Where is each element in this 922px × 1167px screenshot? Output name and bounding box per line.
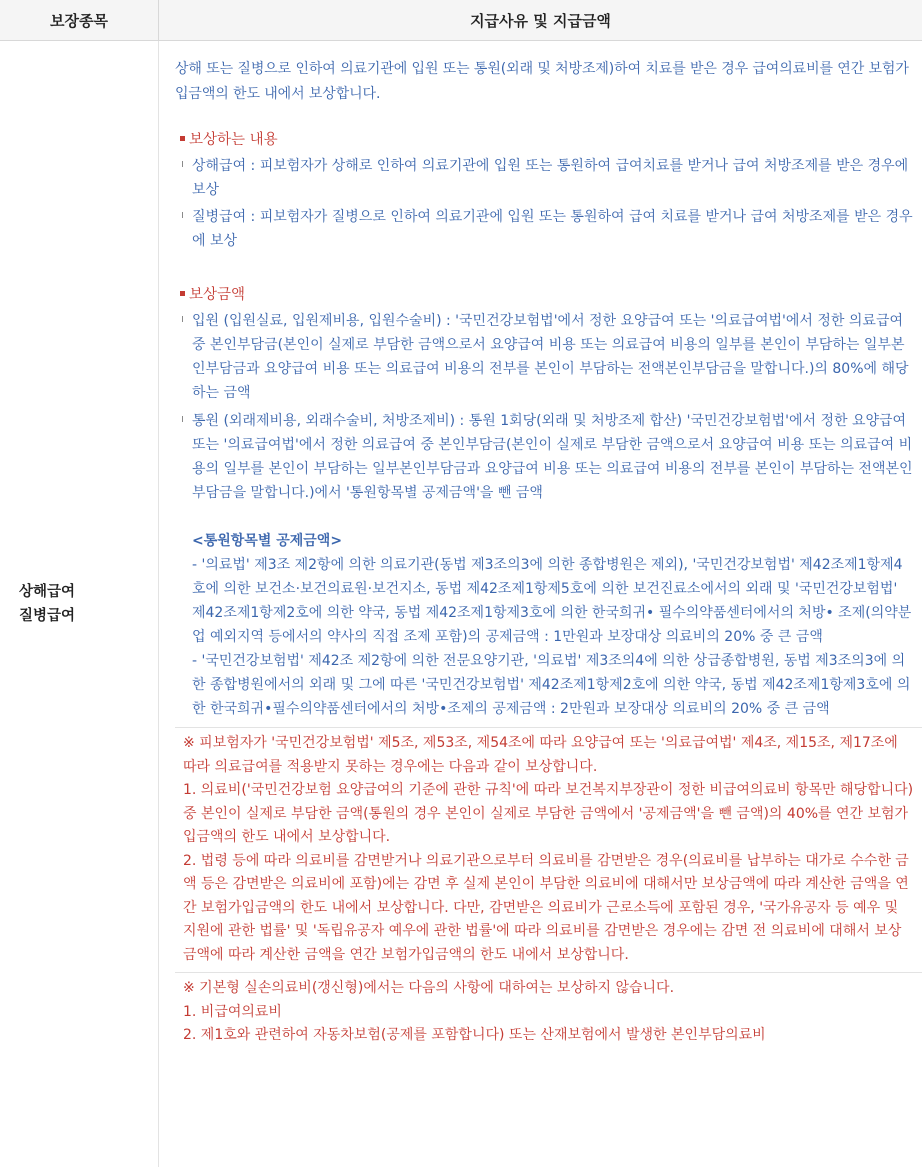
list-item: [175, 154, 914, 202]
tick-icon: [182, 212, 183, 218]
header-coverage-type: 보장종목: [0, 0, 159, 41]
section-title-label: 보상하는 내용: [189, 132, 278, 148]
bullet-square-icon: [180, 136, 185, 141]
list-item: [175, 205, 914, 253]
exclusion-item: 1. 비급여의료비: [175, 1001, 914, 1025]
coverage-type-injury: 상해급여: [19, 580, 158, 604]
list-item-text: 질병급여 : 피보험자가 질병으로 인하여 의료기관에 입원 또는 통원하여 급여 치료를 받거나 급여 처방조제를 받은 경우에 보상: [192, 209, 913, 249]
coverage-type-cell: [0, 41, 159, 1167]
section-title-content: [175, 128, 914, 152]
list-item-text: 상해급여 : 피보험자가 상해로 인하여 의료기관에 입원 또는 통원하여 급여치료를 받거나 급여 처방조제를 받은 경우에 보상: [192, 158, 908, 198]
note-text: 2. 법령 등에 따라 의료비를 감면받거나 의료기관으로부터 의료비를 감면받은 경우(의료비를 납부하는 대가로 수수한 금액 등은 감면받은 의료비에 포함)에는 감면 후 실제 본인이 부담한 의료비에 대해서만 보상금액에 따라 계산한 금액을 연간 보험가입금액의 한도 내에서 보상합니다. 다만, 감면받은 의료비가 근로소득에 포함된 경우, '국가유공자 등 예우 및 지원에 관한 법률' 및 '독립유공자 예우에 관한 법률'에 따라 의료비를 감면받은 경우에는 감면 전 의료비에 대해서 보상금액에 따라 계산한 금액을 연간 보험가입금액의 한도 내에서 보상합니다.: [175, 850, 914, 968]
note-text: ※ 피보험자가 '국민건강보험법' 제5조, 제53조, 제54조에 따라 요양급여 또는 '의료급여법' 제4조, 제15조, 제17조에 따라 의료급여를 적용받지 못하는 경우에는 다음과 같이 보상합니다.: [175, 732, 914, 779]
tick-icon: [182, 161, 183, 167]
intro-text: 상해 또는 질병으로 인하여 의료기관에 입원 또는 통원(외래 및 처방조제)하여 치료를 받은 경우 급여의료비를 연간 보험가입금액의 한도 내에서 보상합니다.: [175, 57, 914, 106]
list-item-text: 입원 (입원실료, 입원제비용, 입원수술비) : '국민건강보험법'에서 정한 요양급여 또는 '의료급여법'에서 정한 의료급여 중 본인부담금(본인이 실제로 부담한 금액으로서 요양급여 비용 또는 의료급여 비용의 일부를 본인이 부담하는 일부본인부담금과 요양급여 비용 또는 의료급여 비용의 전부를 본인이 부담하는 전액본인부담금을 말합니다.)의 80%에 해당하는 금액: [192, 313, 909, 401]
table-header-row: [0, 0, 922, 41]
tick-icon: [182, 416, 183, 422]
section-title-label: 보상금액: [189, 287, 245, 303]
exclusion-item: 2. 제1호와 관련하여 자동차보험(공제를 포함합니다) 또는 산재보험에서 발생한 본인부담의료비: [175, 1024, 914, 1048]
tick-icon: [182, 316, 183, 322]
bullet-square-icon: [180, 291, 185, 296]
deduction-item: - '의료법' 제3조 제2항에 의한 의료기관(동법 제3조의3에 의한 종합병원은 제외), '국민건강보험법' 제42조제1항제4호에 의한 보건소·보건의료원·보건지소, 동법 제42조제1항제5호에 의한 보건진료소에서의 외래 및 '국민건강보험법' 제42조제1항제2호에 의한 약국, 동법 제42조제1항제3호에 의한 한국희귀• 필수의약품센터에서의 처방• 조제(의약분업 예외지역 등에서의 약사의 직접 조제 포함)의 공제금액 : 1만원과 보장대상 의료비의 20% 중 큰 금액: [175, 553, 914, 649]
deduction-title: <통원항목별 공제금액>: [175, 529, 914, 553]
payment-detail-cell: [159, 41, 922, 1167]
section-title-amount: [175, 283, 914, 307]
deduction-item: - '국민건강보험법' 제42조 제2항에 의한 전문요양기관, '의료법' 제3조의4에 의한 상급종합병원, 동법 제3조의3에 의한 종합병원에서의 외래 및 그에 따른 '국민건강보험법' 제42조제1항제2호에 의한 약국, 동법 제42조제1항제3호에 의한 한국희귀•필수의약품센터에서의 처방•조제의 공제금액 : 2만원과 보장대상 의료비의 20% 중 큰 금액: [175, 649, 914, 721]
coverage-type-disease: 질병급여: [19, 604, 158, 628]
table-row: [0, 41, 922, 1167]
header-payment-reason: 지급사유 및 지급금액: [159, 0, 922, 41]
list-item-text: 통원 (외래제비용, 외래수술비, 처방조제비) : 통원 1회당(외래 및 처방조제 합산) '국민건강보험법'에서 정한 요양급여 또는 '의료급여법'에서 정한 의료급여 중 본인부담금(본인이 실제로 부담한 금액으로서 요양급여 비용 또는 의료급여 비용의 일부를 본인이 부담하는 일부본인부담금과 요양급여 비용 또는 의료급여 비용의 전부를 본인이 부담하는 전액본인부담금을 말합니다.)에서 '통원항목별 공제금액'을 뺀 금액: [192, 413, 913, 501]
list-item: [175, 309, 914, 405]
exclusion-note: ※ 기본형 실손의료비(갱신형)에서는 다음의 사항에 대하여는 보상하지 않습니다.: [175, 977, 914, 1001]
list-item: [175, 409, 914, 505]
note-text: 1. 의료비('국민건강보험 요양급여의 기준에 관한 규칙'에 따라 보건복지부장관이 정한 비급여의료비 항목만 해당합니다) 중 본인이 실제로 부담한 금액(통원의 경우 본인이 실제로 부담한 금액에서 '공제금액'을 뺀 금액)의 40%를 연간 보험가입금액의 한도 내에서 보상합니다.: [175, 779, 914, 850]
